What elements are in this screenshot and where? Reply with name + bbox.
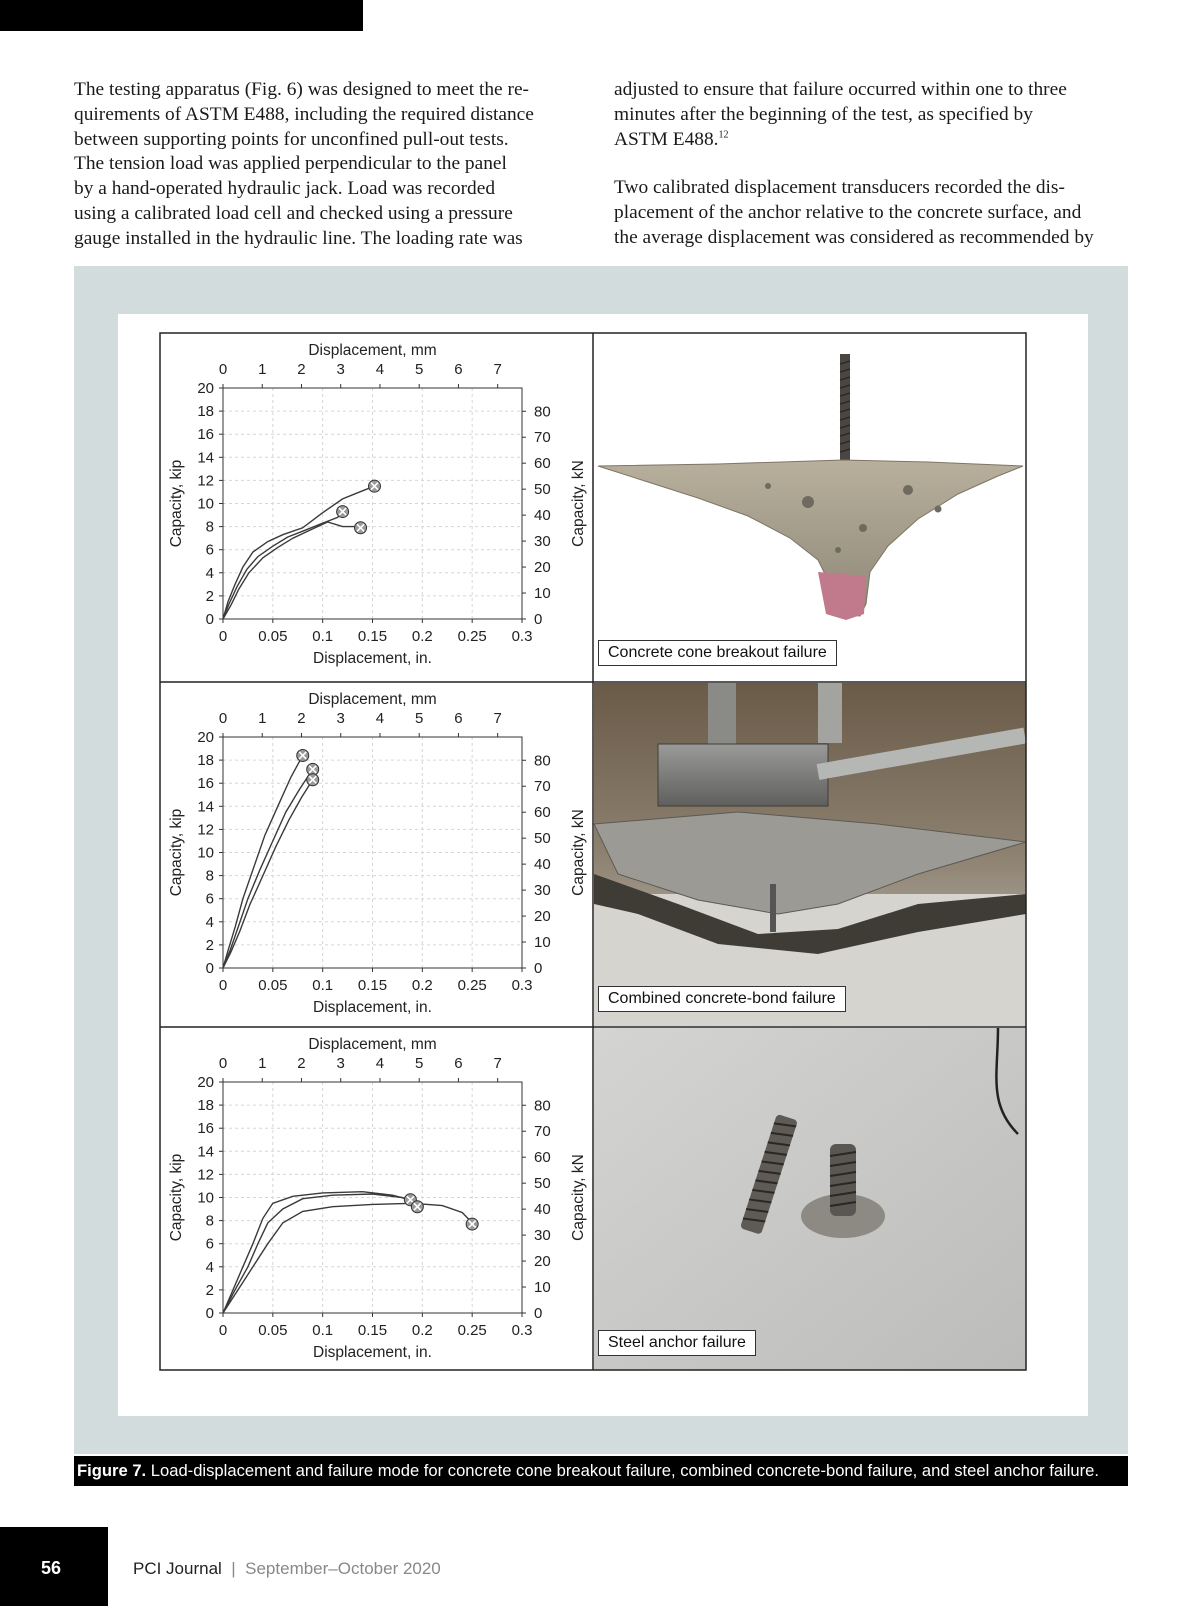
x-tick-label: 0.15 [357, 977, 388, 994]
x2-tick-label: 4 [375, 1055, 385, 1072]
y2-axis-title: Capacity, kN [570, 809, 587, 896]
y-tick-label: 8 [205, 867, 214, 885]
y2-tick-label: 0 [534, 1305, 543, 1322]
y-axis-title: Capacity, kip [168, 1153, 185, 1242]
x2-tick-label: 1 [258, 710, 267, 727]
x2-tick-label: 6 [454, 710, 463, 727]
text-line: Two calibrated displacement transducers recorded the dis- [614, 177, 1065, 199]
y-axis-title: Capacity, kip [168, 459, 185, 548]
x-tick-label: 0.2 [411, 1322, 433, 1339]
series-line-test-3 [223, 780, 313, 968]
body-column-right [614, 78, 1134, 251]
y2-tick-label: 40 [534, 1201, 551, 1219]
x-axis-title: Displacement, in. [313, 1344, 432, 1361]
y-tick-label: 0 [205, 960, 214, 977]
y2-tick-label: 10 [534, 934, 551, 952]
x-tick-label: 0.15 [357, 1322, 388, 1339]
y-tick-label: 6 [205, 890, 214, 908]
text-line: the average displacement was considered as recommended by [614, 226, 1094, 248]
y-tick-label: 2 [205, 587, 214, 605]
x2-axis-title: Displacement, mm [308, 691, 437, 708]
reference-superscript: 12 [718, 129, 729, 141]
x2-tick-label: 5 [415, 1055, 424, 1072]
x-tick-label: 0.3 [511, 628, 533, 645]
y-tick-label: 10 [197, 1189, 214, 1207]
x-tick-label: 0.3 [511, 977, 533, 994]
x2-tick-label: 5 [415, 361, 424, 378]
y-tick-label: 18 [197, 752, 214, 770]
y2-tick-label: 20 [534, 908, 551, 926]
y2-tick-label: 20 [534, 559, 551, 577]
photo-label-steel-anchor: Steel anchor failure [598, 1330, 756, 1356]
header-bar [0, 0, 363, 31]
x2-tick-label: 0 [218, 710, 228, 727]
x-axis-title: Displacement, in. [313, 999, 432, 1016]
series-line-test-2 [223, 512, 343, 619]
x-tick-label: 0.05 [258, 977, 288, 994]
y-tick-label: 0 [205, 611, 214, 628]
y-tick-label: 2 [205, 1281, 214, 1299]
x-tick-label: 0.05 [258, 1322, 288, 1339]
photo-combined-concrete-bond [594, 683, 1026, 1026]
x2-tick-label: 7 [493, 710, 502, 727]
x2-tick-label: 7 [493, 361, 502, 378]
failure-marker [411, 1201, 423, 1213]
x-tick-label: 0 [218, 977, 228, 994]
y-tick-label: 14 [197, 1143, 214, 1161]
load-displacement-chart-2 [168, 691, 587, 1016]
y-tick-label: 4 [205, 1258, 214, 1276]
x2-tick-label: 2 [297, 361, 306, 378]
text-line: minutes after the beginning of the test, as specified by [614, 103, 1033, 125]
x-tick-label: 0.15 [357, 628, 388, 645]
y2-tick-label: 30 [534, 533, 551, 551]
x-tick-label: 0.25 [457, 1322, 487, 1339]
y-tick-label: 18 [197, 403, 214, 421]
text-line: between supporting points for unconfined pull-out tests. [74, 128, 509, 150]
failure-marker [466, 1218, 478, 1230]
x2-tick-label: 7 [493, 1055, 502, 1072]
y2-tick-label: 60 [534, 455, 551, 473]
paragraph [614, 78, 1134, 152]
x2-tick-label: 6 [454, 1055, 463, 1072]
y-tick-label: 16 [197, 1120, 214, 1138]
load-displacement-chart-1 [168, 342, 587, 667]
x2-tick-label: 2 [297, 710, 306, 727]
y-tick-label: 10 [197, 495, 214, 513]
y-tick-label: 16 [197, 426, 214, 444]
y2-tick-label: 30 [534, 1227, 551, 1245]
text-line: placement of the anchor relative to the concrete surface, and [614, 202, 1082, 224]
journal-name: PCI Journal [133, 1559, 222, 1578]
y-tick-label: 12 [197, 821, 214, 839]
footer-separator: | [221, 1559, 246, 1578]
x-tick-label: 0.2 [411, 977, 433, 994]
photo-steel-anchor [594, 1028, 1026, 1370]
y2-tick-label: 60 [534, 1149, 551, 1167]
failure-marker [355, 522, 367, 534]
text-line: by a hand-operated hydraulic jack. Load was recorded [74, 178, 496, 200]
x2-tick-label: 4 [375, 361, 385, 378]
text-line: The tension load was applied perpendicular to the panel [74, 153, 507, 175]
body-column-left [74, 78, 586, 252]
failure-marker [337, 506, 349, 518]
y2-axis-title: Capacity, kN [570, 1154, 587, 1241]
y2-tick-label: 70 [534, 1123, 551, 1141]
y-tick-label: 16 [197, 775, 214, 793]
y-tick-label: 8 [205, 518, 214, 536]
x-tick-label: 0 [218, 628, 228, 645]
y-tick-label: 20 [197, 1074, 214, 1091]
y-tick-label: 4 [205, 564, 214, 582]
figure-caption [74, 1456, 1128, 1486]
x-tick-label: 0.1 [312, 628, 334, 645]
x-tick-label: 0.1 [312, 977, 334, 994]
y-tick-label: 10 [197, 844, 214, 862]
y-axis-title: Capacity, kip [168, 808, 185, 897]
text-line-content: ASTM E488. [614, 128, 719, 150]
y2-tick-label: 10 [534, 585, 551, 603]
x-tick-label: 0.25 [457, 628, 487, 645]
y-tick-label: 14 [197, 449, 214, 467]
x2-tick-label: 3 [336, 1055, 345, 1072]
x2-tick-label: 3 [336, 361, 345, 378]
page-number: 56 [41, 1558, 62, 1578]
series-line-test-3 [223, 522, 361, 619]
y2-tick-label: 50 [534, 830, 551, 848]
x2-axis-title: Displacement, mm [308, 342, 437, 359]
y-tick-label: 12 [197, 472, 214, 490]
y2-tick-label: 80 [534, 1097, 551, 1115]
failure-marker [297, 749, 309, 761]
x-tick-label: 0 [218, 1322, 228, 1339]
y-tick-label: 6 [205, 1235, 214, 1253]
y2-tick-label: 80 [534, 403, 551, 421]
x2-axis-title: Displacement, mm [308, 1036, 437, 1053]
x2-tick-label: 2 [297, 1055, 306, 1072]
series-line-test-3 [223, 1203, 472, 1313]
text-line: using a calibrated load cell and checked using a pressure [74, 202, 513, 224]
y2-tick-label: 20 [534, 1253, 551, 1271]
caption-label: Figure 7. [77, 1461, 147, 1480]
paragraph [614, 176, 1134, 250]
x-tick-label: 0.1 [312, 1322, 334, 1339]
y2-tick-label: 60 [534, 804, 551, 822]
y2-tick-label: 50 [534, 481, 551, 499]
figure-7-graphic [118, 314, 1088, 1416]
y2-tick-label: 70 [534, 778, 551, 796]
x2-tick-label: 6 [454, 361, 463, 378]
x-tick-label: 0.25 [457, 977, 487, 994]
y2-tick-label: 0 [534, 611, 543, 628]
text-line: gauge installed in the hydraulic line. The loading rate was [74, 227, 523, 249]
x-tick-label: 0.2 [411, 628, 433, 645]
figure-panel [74, 266, 1128, 1454]
x2-tick-label: 4 [375, 710, 385, 727]
series-line-test-1 [223, 486, 375, 619]
y-tick-label: 4 [205, 913, 214, 931]
text-line: quirements of ASTM E488, including the required distance [74, 103, 534, 125]
y-tick-label: 12 [197, 1166, 214, 1184]
y2-axis-title: Capacity, kN [570, 460, 587, 547]
issue-date: September–October 2020 [245, 1559, 441, 1578]
y-tick-label: 14 [197, 798, 214, 816]
x-tick-label: 0.05 [258, 628, 288, 645]
failure-marker [368, 480, 380, 492]
y2-tick-label: 40 [534, 856, 551, 874]
photo-label-combined: Combined concrete-bond failure [598, 986, 846, 1012]
footer-journal [133, 1559, 441, 1579]
y2-tick-label: 70 [534, 429, 551, 447]
x2-tick-label: 0 [218, 361, 228, 378]
y2-tick-label: 0 [534, 960, 543, 977]
x-axis-title: Displacement, in. [313, 650, 432, 667]
text-line [614, 128, 1134, 153]
figure-inner [118, 314, 1088, 1416]
y2-tick-label: 10 [534, 1279, 551, 1297]
y2-tick-label: 30 [534, 882, 551, 900]
y2-tick-label: 50 [534, 1175, 551, 1193]
y-tick-label: 2 [205, 936, 214, 954]
y-tick-label: 0 [205, 1305, 214, 1322]
x2-tick-label: 3 [336, 710, 345, 727]
x-tick-label: 0.3 [511, 1322, 533, 1339]
y-tick-label: 20 [197, 729, 214, 746]
series-line-test-2 [223, 1194, 417, 1313]
x2-tick-label: 0 [218, 1055, 228, 1072]
x2-tick-label: 5 [415, 710, 424, 727]
y-tick-label: 18 [197, 1097, 214, 1115]
y-tick-label: 20 [197, 380, 214, 397]
photo-concrete-cone [594, 335, 1026, 681]
y-tick-label: 8 [205, 1212, 214, 1230]
y2-tick-label: 80 [534, 752, 551, 770]
caption-text: Load-displacement and failure mode for concrete cone breakout failure, combined concrete-bond failure, and steel anchor failure. [146, 1461, 1100, 1480]
failure-marker [307, 774, 319, 786]
photo-label-concrete-cone: Concrete cone breakout failure [598, 640, 837, 666]
text-line: The testing apparatus (Fig. 6) was designed to meet the re- [74, 79, 530, 100]
load-displacement-chart-3 [168, 1036, 587, 1361]
x2-tick-label: 1 [258, 1055, 267, 1072]
text-line: adjusted to ensure that failure occurred within one to three [614, 79, 1067, 100]
y-tick-label: 6 [205, 541, 214, 559]
y2-tick-label: 40 [534, 507, 551, 525]
x2-tick-label: 1 [258, 361, 267, 378]
